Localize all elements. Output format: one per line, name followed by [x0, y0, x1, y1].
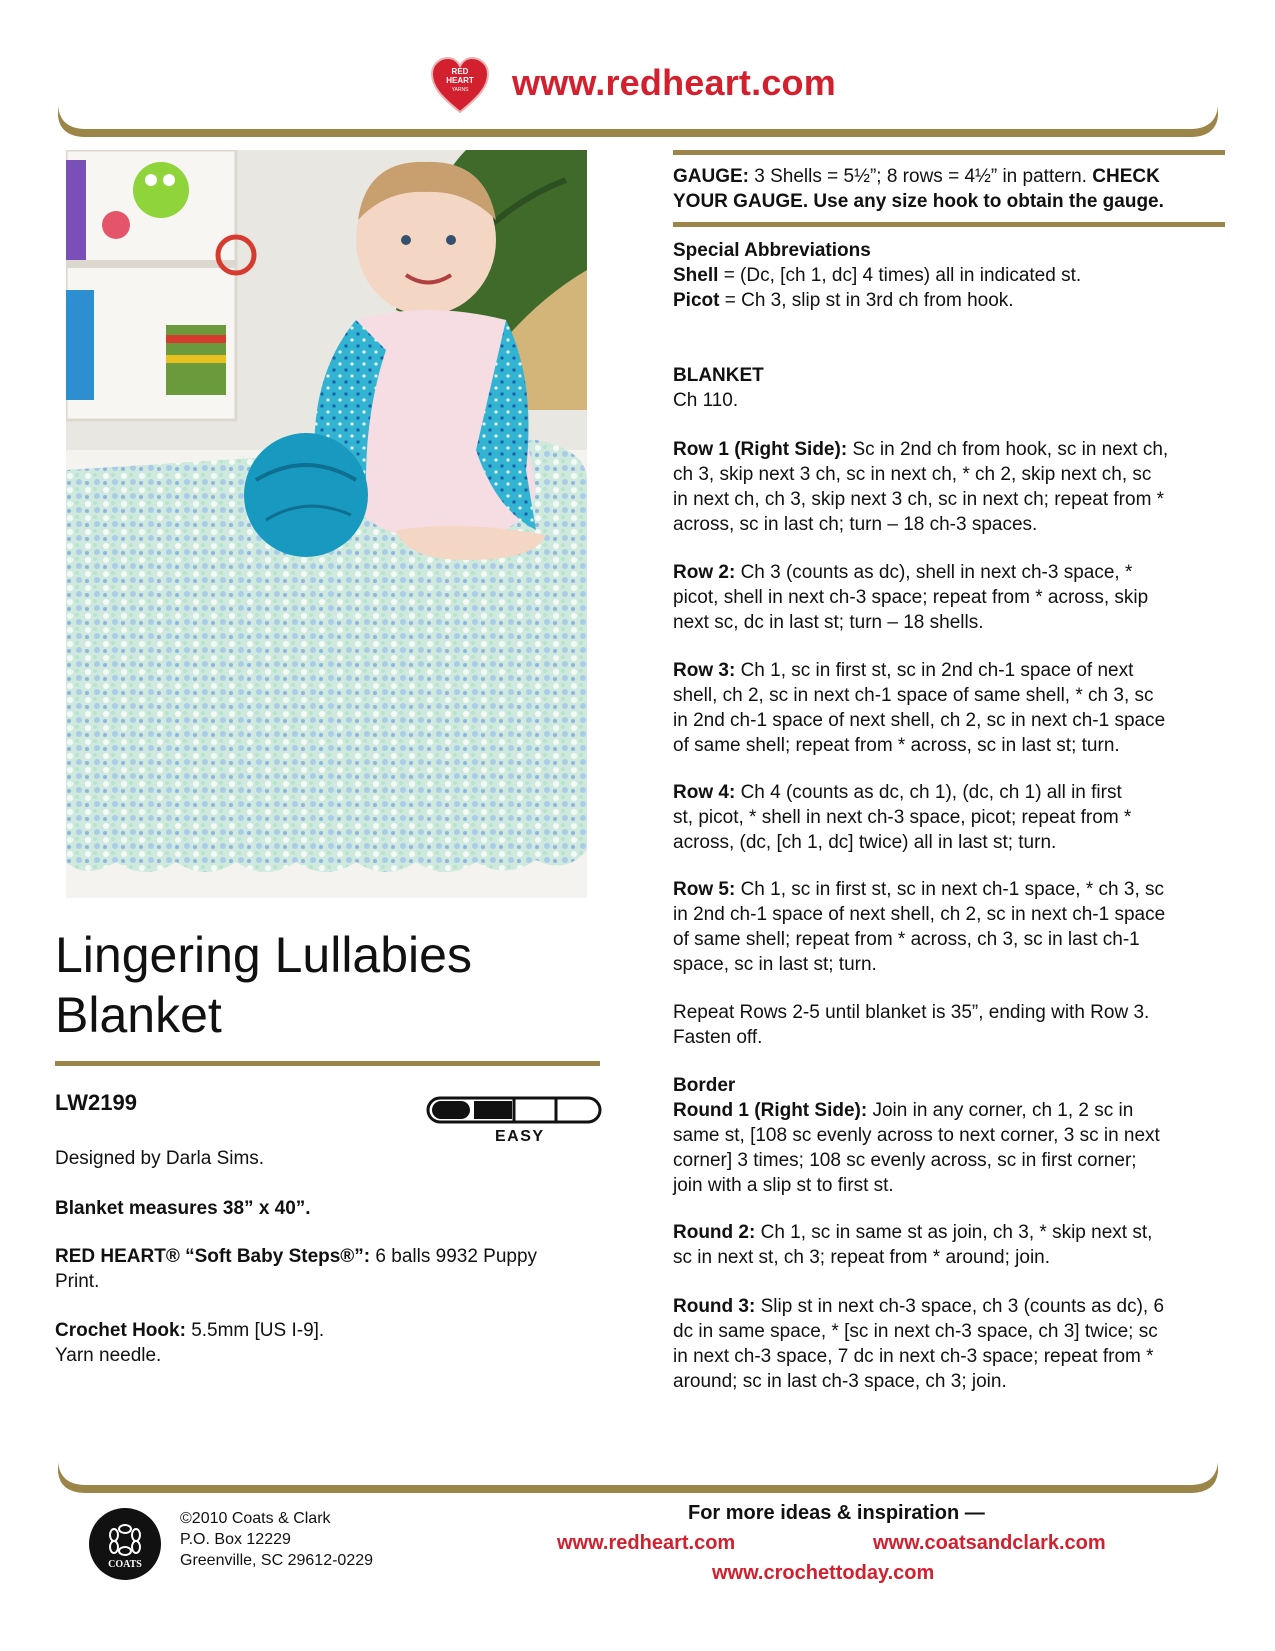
yarn-label: RED HEART® “Soft Baby Steps®”:: [55, 1246, 371, 1267]
abbr-picot-text: = Ch 3, slip st in 3rd ch from hook.: [724, 290, 1014, 311]
round2-line2: sc in next st, ch 3; repeat from * around; join.: [673, 1247, 1051, 1268]
header-site-link[interactable]: www.redheart.com: [512, 62, 836, 103]
row3-line1: Ch 1, sc in first st, sc in 2nd ch-1 space of next: [740, 660, 1134, 681]
round2-line1: Ch 1, sc in same st as join, ch 3, * skip next st,: [760, 1222, 1153, 1243]
round1-line3: corner] 3 times; 108 sc evenly across, sc in first corner;: [673, 1150, 1137, 1171]
abbr-picot-label: Picot: [673, 290, 720, 311]
skill-level-label: EASY: [495, 1128, 545, 1145]
blanket-photo: [66, 150, 587, 898]
repeat-rows: [673, 1000, 1223, 1050]
header-divider: [58, 104, 1218, 144]
logo-text-yarns: YARNS: [451, 87, 469, 93]
gauge-text: 3 Shells = 5½”; 8 rows = 4½” in pattern.: [754, 166, 1087, 187]
row1-label: Row 1 (Right Side):: [673, 439, 848, 460]
row3-line4: of same shell; repeat from * across, sc in last st; turn.: [673, 735, 1120, 756]
row4-label: Row 4:: [673, 782, 736, 803]
round2-label: Round 2:: [673, 1222, 756, 1243]
blanket-heading: BLANKET: [673, 365, 764, 386]
abbr-shell-label: Shell: [673, 265, 719, 286]
copyright: ©2010 Coats & Clark: [180, 1510, 331, 1527]
row4-line3: across, (dc, [ch 1, dc] twice) all in last st; turn.: [673, 832, 1057, 853]
blanket-chain: Ch 110.: [673, 390, 739, 411]
row1-line4: across, sc in last ch; turn – 18 ch-3 spaces.: [673, 514, 1038, 535]
row-3: [673, 658, 1223, 758]
more-ideas-text: For more ideas & inspiration —: [688, 1502, 985, 1524]
row-1: [673, 437, 1223, 537]
row-2: [673, 560, 1223, 635]
row3-line3: in 2nd ch-1 space of next shell, ch 2, sc in next ch-1 space: [673, 710, 1166, 731]
row-4: [673, 780, 1223, 855]
round3-line2: dc in same space, * [sc in next ch-3 space, ch 3] twice; sc: [673, 1321, 1158, 1342]
gauge-bottom-rule: [673, 222, 1225, 227]
row2-label: Row 2:: [673, 562, 736, 583]
footer-link-crochettoday[interactable]: www.crochettoday.com: [712, 1562, 935, 1584]
row5-line4: space, sc in last st; turn.: [673, 954, 877, 975]
row2-line2: picot, shell in next ch-3 space; repeat from * across, skip: [673, 587, 1149, 608]
coats-logo-text: COATS: [108, 1559, 142, 1570]
gauge-check-1: CHECK: [1092, 166, 1160, 187]
pattern-title-line1: Lingering Lullabies: [55, 927, 472, 983]
row4-line1: Ch 4 (counts as dc, ch 1), (dc, ch 1) all in first: [740, 782, 1122, 803]
company-address: [180, 1508, 373, 1571]
round3-line3: in next ch-3 space, 7 dc in next ch-3 space; repeat from *: [673, 1346, 1154, 1367]
round3-line4: around; sc in last ch-3 space, ch 3; join.: [673, 1371, 1007, 1392]
row5-label: Row 5:: [673, 879, 736, 900]
repeat-line1: Repeat Rows 2-5 until blanket is 35”, ending with Row 3.: [673, 1002, 1150, 1023]
row5-line1: Ch 1, sc in first st, sc in next ch-1 space, * ch 3, sc: [740, 879, 1164, 900]
skill-level-icon: [426, 1095, 602, 1125]
gauge-top-rule: [673, 150, 1225, 155]
po-box: P.O. Box 12229: [180, 1531, 291, 1548]
row5-line3: of same shell; repeat from * across, ch 3, sc in last ch-1: [673, 929, 1140, 950]
blanket-measures: Blanket measures 38” x 40”.: [55, 1198, 311, 1219]
title-divider: [55, 1061, 600, 1066]
hook-text: 5.5mm [US I-9].: [191, 1320, 325, 1341]
row-5: [673, 877, 1223, 977]
border-round-1: [673, 1073, 1223, 1198]
repeat-line2: Fasten off.: [673, 1027, 763, 1048]
designer-credit: Designed by Darla Sims.: [55, 1148, 265, 1169]
footer-link-coatsandclark[interactable]: www.coatsandclark.com: [873, 1532, 1106, 1554]
row1-line1: Sc in 2nd ch from hook, sc in next ch,: [852, 439, 1169, 460]
footer-link-redheart[interactable]: www.redheart.com: [557, 1532, 736, 1554]
skill-bar-2: [474, 1101, 512, 1119]
needle-text: Yarn needle.: [55, 1345, 162, 1366]
round1-line4: join with a slip st to first st.: [673, 1175, 894, 1196]
round1-line2: same st, [108 sc evenly across to next corner, 3 sc in next: [673, 1125, 1160, 1146]
row1-line2: ch 3, skip next 3 ch, sc in next ch, * ch 2, skip next ch, sc: [673, 464, 1152, 485]
blanket-start: [673, 363, 1223, 413]
row3-line2: shell, ch 2, sc in next ch-1 space of same shell, * ch 3, sc: [673, 685, 1154, 706]
row2-line3: next sc, dc in last st; turn – 18 shells.: [673, 612, 984, 633]
border-round-3: [673, 1294, 1223, 1394]
round1-label: Round 1 (Right Side):: [673, 1100, 868, 1121]
coats-logo[interactable]: [88, 1507, 162, 1581]
border-round-2: [673, 1220, 1223, 1270]
abbr-heading: Special Abbreviations: [673, 240, 871, 261]
abbr-shell-text: = (Dc, [ch 1, dc] 4 times) all in indicated st.: [723, 265, 1082, 286]
row4-line2: st, picot, * shell in next ch-3 space, picot; repeat from *: [673, 807, 1132, 828]
row5-line2: in 2nd ch-1 space of next shell, ch 2, sc in next ch-1 space: [673, 904, 1166, 925]
hook-spec: [55, 1318, 615, 1368]
pattern-code: LW2199: [55, 1090, 137, 1115]
gauge-label: GAUGE:: [673, 166, 749, 187]
yarn-text: 6 balls 9932 Puppy: [375, 1246, 538, 1267]
city: Greenville, SC 29612-0229: [180, 1552, 374, 1569]
row3-label: Row 3:: [673, 660, 736, 681]
pattern-title: [55, 925, 615, 1045]
logo-text-red: RED: [451, 67, 469, 76]
border-heading: Border: [673, 1075, 736, 1096]
hook-label: Crochet Hook:: [55, 1320, 186, 1341]
gauge-block: [673, 164, 1225, 214]
gauge-check-2: YOUR GAUGE. Use any size hook to obtain the gauge.: [673, 191, 1164, 212]
pattern-title-line2: Blanket: [55, 987, 222, 1043]
yarn-text-2: Print.: [55, 1271, 100, 1292]
skill-bar-1: [432, 1101, 470, 1119]
row2-line1: Ch 3 (counts as dc), shell in next ch-3 space, *: [740, 562, 1133, 583]
footer-divider: [58, 1460, 1218, 1500]
abbreviations: [673, 238, 1223, 313]
yarn-spec: [55, 1244, 615, 1294]
logo-text-heart: HEART: [446, 76, 474, 85]
round3-label: Round 3:: [673, 1296, 756, 1317]
row1-line3: in next ch, ch 3, skip next 3 ch, sc in next ch; repeat from *: [673, 489, 1165, 510]
round1-line1: Join in any corner, ch 1, 2 sc in: [872, 1100, 1134, 1121]
round3-line1: Slip st in next ch-3 space, ch 3 (counts as dc), 6: [760, 1296, 1165, 1317]
